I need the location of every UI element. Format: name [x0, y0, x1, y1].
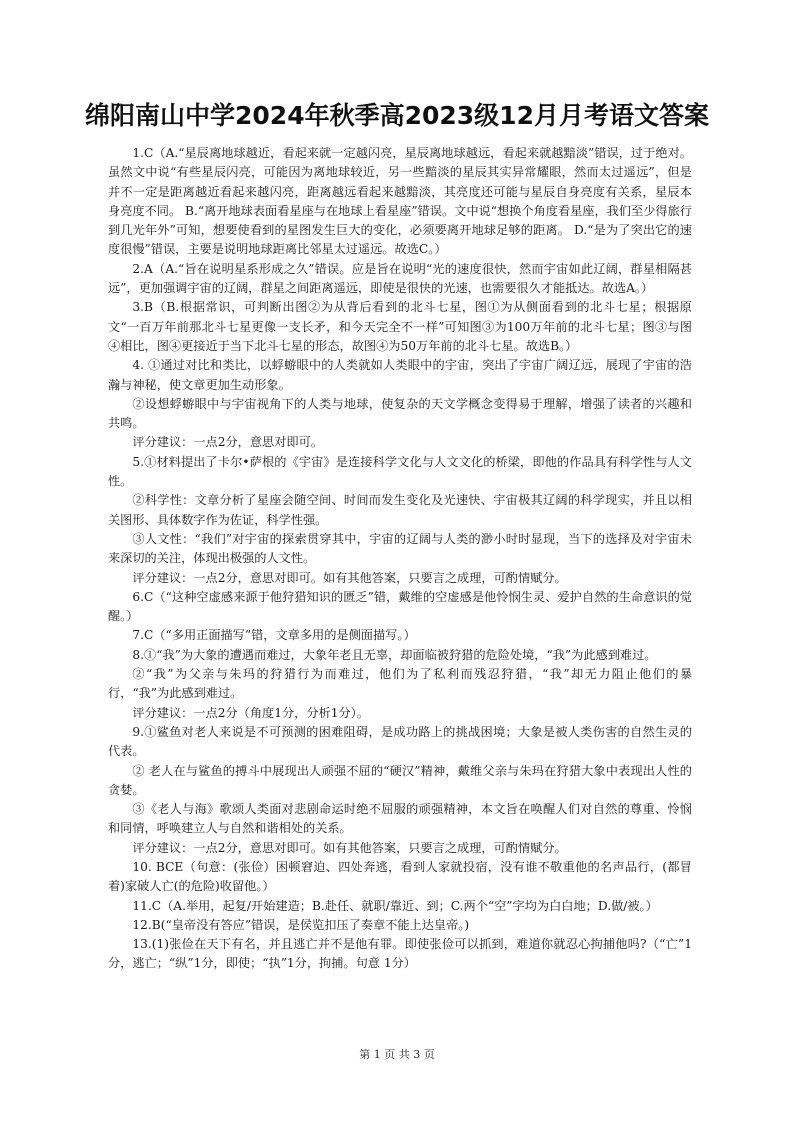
answer-paragraph: 11.C（A.举用，起复/开始建造；B.赴任、就职/靠近、到；C.两个“空”字均为白白地；D.做/被。）: [132, 898, 658, 913]
scoring-note: 评分建议：一点2分，意思对即可。: [132, 435, 323, 450]
scoring-note: 评分建议：一点2分，意思对即可。如有其他答案，只要言之成理，可酌情赋分。: [132, 570, 567, 585]
answer-paragraph: 3.B（B.根据常识，可判断出图②为从背后看到的北斗七星，图①为从侧面看到的北斗七星；根据原文“一百万年前那北斗七星更像一支长矛，和今天完全不一样”可知图③为100万年前的北斗七星；图③与图④相比，图④更接近于当下北斗七星的形态，故图④为50万年前的北斗七星。故选B。）: [108, 300, 692, 353]
answer-paragraph: ②“我”为父亲与朱玛的狩猎行为而难过，他们为了私利而残忍狩猎，“我”却无力阻止他们的暴行，“我”为此感到难过。: [108, 667, 692, 701]
answer-paragraph: 2.A（A.“旨在说明星系形成之久”错误。应是旨在说明“光的速度很快，然而宇宙如此辽阔，群星相隔甚远”，更加强调宇宙的辽阔，群星之间距离遥远，即使是很快的光速，也需要很久才能抵达。故选A。）: [108, 261, 692, 296]
answer-paragraph: 9.①鲨鱼对老人来说是不可预测的困难阻碍，是成功路上的挑战困境；大象是被人类伤害的自然生灵的代表。: [108, 724, 692, 759]
answer-paragraph: 4. ①通过对比和类比，以蜉蝣眼中的人类就如人类眼中的宇宙，突出了宇宙广阔辽远，展现了宇宙的浩瀚与神秘，使文章更加生动形象。: [108, 358, 692, 392]
answer-paragraph: 5.①材料提出了卡尔•萨根的《宇宙》是连接科学文化与人文文化的桥梁，即他的作品具有科学性与人文性。: [108, 454, 692, 489]
answer-paragraph: ③人文性：“我们”对宇宙的探索贯穿其中，宇宙的辽阔与人类的渺小时时显现，当下的选择及对宇宙未来深切的关注，体现出极强的人文性。: [108, 531, 692, 566]
page-number: 第 1 页 共 3 页: [359, 1048, 435, 1061]
answer-paragraph: ②科学性：文章分析了星座会随空间、时间而发生变化及光速快、宇宙极其辽阔的科学现实，并且以相关图形、具体数字作为佐证，科学性强。: [108, 493, 692, 527]
answer-paragraph: 1.C（A.“星辰离地球越近，看起来就一定越闪亮，星辰离地球越远，看起来就越黯淡”错误，过于绝对。虽然文中说“有些星辰闪亮，可能因为离地球较近，另一些黯淡的星辰其实异常耀眼，然而太过遥远”，但是并不一定是距离越近看起来越闪亮，距离越远看起来越黯淡，其亮度还可能与星辰自身亮度有关系，星辰本身亮度不同。 B.“离开地球表面看星座与在地球上看星座”错误。文中说“想换个角度看星座，我们至少得旅行到几光年外”可知，想要使看到的星图发生巨大的变化，必须要离开地球足够的距离。 D.“是为了突出它的速度很慢”错误，主要是说明地球距离比邻星太过遥远。故选C。）: [108, 146, 692, 257]
answer-paragraph: ③《老人与海》歌颂人类面对悲剧命运时绝不屈服的顽强精神，本文旨在唤醒人们对自然的尊重、怜悯和同情，呼唤建立人与自然和谐相处的关系。: [108, 802, 692, 836]
scoring-note: 评分建议：一点2分（角度1分，分析1分）。: [132, 705, 369, 720]
page-title: 绵阳南山中学2024年秋季高2023级12月月考语文答案: [85, 101, 709, 130]
answer-paragraph: ②设想蜉蝣眼中与宇宙视角下的人类与地球，使复杂的天文学概念变得易于理解，增强了读者的兴趣和共鸣。: [108, 396, 692, 431]
answer-content: [108, 144, 692, 974]
scoring-note: 评分建议：一点2分，意思对即可。如有其他答案，只要言之成理，可酌情赋分。: [132, 840, 567, 855]
answer-paragraph: 7.C（“多用正面描写”错，文章多用的是侧面描写。）: [132, 628, 416, 643]
answer-paragraph: ② 老人在与鲨鱼的搏斗中展现出人顽强不屈的“硬汉”精神，戴维父亲与朱玛在狩猎大象中表现出人性的贪婪。: [108, 763, 692, 797]
answer-paragraph: 8.①“我”为大象的遭遇而难过，大象年老且无辜，却面临被狩猎的危险处境，“我”为此感到难过。: [132, 647, 657, 662]
answer-paragraph: 13.(1)张俭在天下有名，并且逃亡并不是他有罪。即使张俭可以抓到，难道你就忍心拘捕他吗?（“亡”1分，逃亡；“纵”1分，即使；“执”1分，拘捕。句意 1分）: [108, 937, 692, 971]
answer-paragraph: 10. BCE（句意：(张俭）困顿窘迫、四处奔逃，看到人家就投宿，没有谁不敬重他的名声品行，(都冒着)家破人亡(的危险)收留他。）: [108, 859, 692, 894]
answer-paragraph: 12.B(“皇帝没有答应”错误，是侯览扣压了奏章不能上达皇帝。): [132, 917, 470, 932]
answer-paragraph: 6.C（“这种空虚感来源于他狩猎知识的匮乏”错，戴维的空虚感是他怜悯生灵、爱护自然的生命意识的觉醒。）: [108, 589, 692, 624]
